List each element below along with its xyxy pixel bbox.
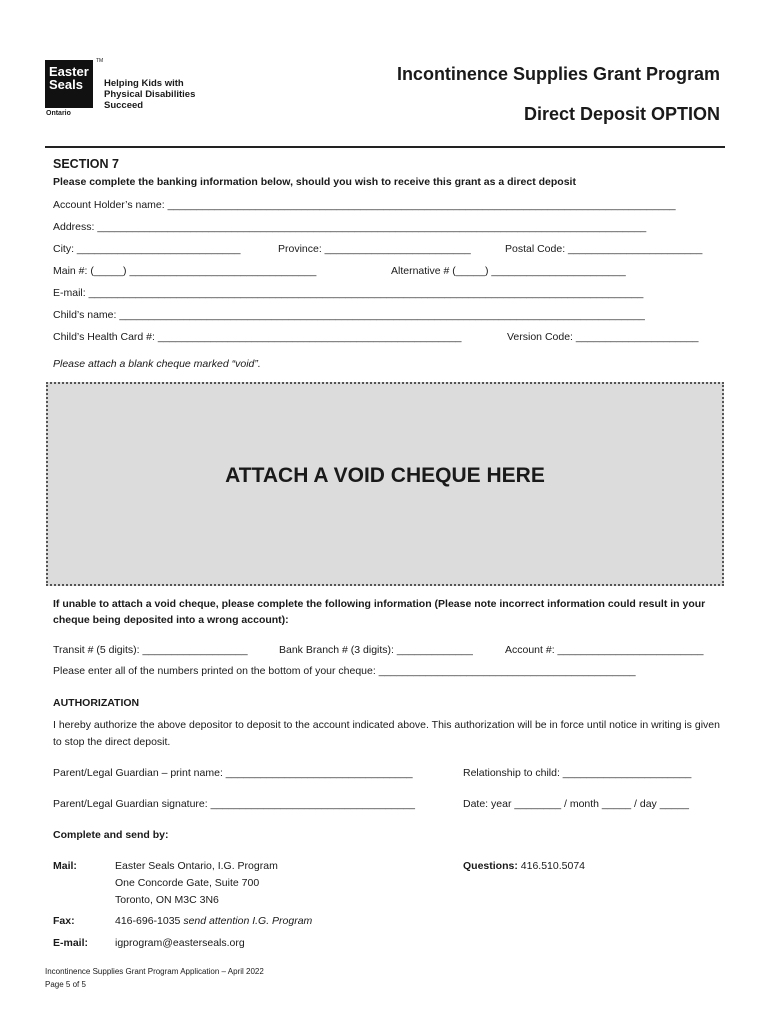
alternative-phone-field[interactable]: Alternative # (_____) _______________________ (391, 265, 626, 277)
logo-line1: Easter (49, 64, 89, 79)
mail-address-line3: Toronto, ON M3C 3N6 (115, 894, 219, 906)
city-field[interactable]: City: ____________________________ (53, 243, 241, 255)
page-subtitle: Direct Deposit OPTION (523, 104, 720, 124)
postal-code-field[interactable]: Postal Code: _______________________ (505, 243, 703, 255)
child-name-field[interactable]: Child’s name: __________________________________________________________________________________________ (53, 309, 645, 321)
authorization-heading: AUTHORIZATION (53, 697, 140, 709)
section-heading: SECTION 7 (53, 157, 119, 171)
bank-branch-field[interactable]: Bank Branch # (3 digits): _____________ (279, 644, 473, 656)
email-label: E-mail: (53, 937, 89, 949)
mail-address-line2: One Concorde Gate, Suite 700 (115, 877, 260, 889)
footer-line1: Incontinence Supplies Grant Program Application – April 2022 (45, 967, 264, 976)
page-title: Incontinence Supplies Grant Program (396, 64, 720, 84)
account-number-field[interactable]: Account #: _________________________ (505, 644, 704, 656)
cheque-numbers-field[interactable]: Please enter all of the numbers printed on the bottom of your cheque: ____________________________________________ (53, 665, 636, 677)
questions-phone: 416.510.5074 (520, 860, 585, 872)
account-holder-field[interactable]: Account Holder’s name: _______________________________________________________________________________________ (53, 199, 676, 211)
logo-region: Ontario (46, 110, 71, 117)
void-cheque-area (46, 382, 724, 586)
header-divider (45, 146, 725, 148)
logo-line2: Seals (49, 77, 83, 92)
health-card-field[interactable]: Child’s Health Card #: ____________________________________________________ (53, 331, 462, 343)
attach-cheque-note: Please attach a blank cheque marked “void”. (53, 358, 261, 370)
void-cheque-label: ATTACH A VOID CHEQUE HERE (225, 464, 545, 487)
email-link[interactable]: igprogram@easterseals.org (115, 937, 245, 949)
send-heading: Complete and send by: (53, 829, 169, 841)
fallback-note: If unable to attach a void cheque, please complete the following information (Please note incorrect information could result in your cheque being deposited into a wrong account): (53, 598, 706, 626)
version-code-field[interactable]: Version Code: _____________________ (507, 331, 699, 343)
footer-page-number: Page 5 of 5 (45, 980, 86, 989)
fax-label: Fax: (53, 915, 75, 927)
transit-field[interactable]: Transit # (5 digits): __________________ (53, 644, 248, 656)
logo-trademark: TM (96, 58, 104, 64)
authorization-text: I hereby authorize the above depositor to deposit to the account indicated above. This authorization will be in force until notice in writing is given to stop the direct deposit. (53, 719, 720, 748)
mail-address-line1: Easter Seals Ontario, I.G. Program (115, 860, 278, 872)
section-instruction: Please complete the banking information below, should you wish to receive this grant as a direct deposit (53, 176, 576, 188)
fax-note: send attention I.G. Program (183, 915, 313, 927)
date-field[interactable]: Date: year ________ / month _____ / day _____ (463, 798, 689, 810)
logo-tagline: Helping Kids with Physical Disabilities Succeed (104, 78, 196, 111)
relationship-field[interactable]: Relationship to child: ______________________ (463, 767, 692, 779)
questions-label: Questions: (463, 860, 518, 872)
main-phone-field[interactable]: Main #: (_____) ________________________________ (53, 265, 317, 277)
guardian-name-field[interactable]: Parent/Legal Guardian – print name: ________________________________ (53, 767, 413, 779)
province-field[interactable]: Province: _________________________ (278, 243, 471, 255)
easter-seals-logo (45, 60, 93, 108)
fax-number: 416-696-1035 (115, 915, 181, 927)
email-field[interactable]: E-mail: _______________________________________________________________________________________________ (53, 287, 644, 299)
mail-label: Mail: (53, 860, 77, 872)
address-field[interactable]: Address: ______________________________________________________________________________________________ (53, 221, 647, 233)
guardian-signature-field[interactable]: Parent/Legal Guardian signature: ___________________________________ (53, 798, 415, 810)
